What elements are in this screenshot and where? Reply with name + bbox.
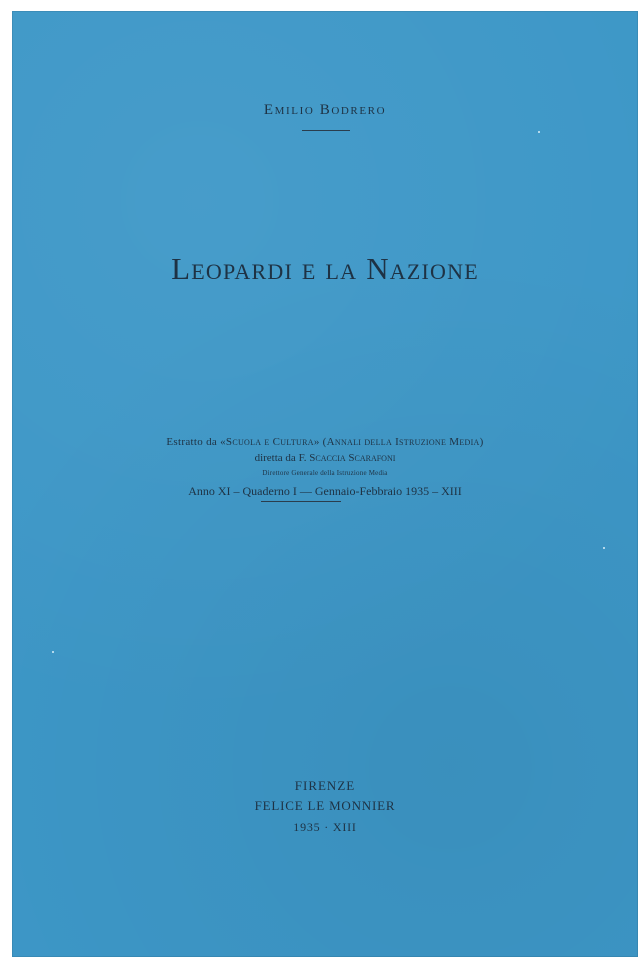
source-suffix: ) xyxy=(479,436,484,448)
source-prefix: Estratto da « xyxy=(166,436,226,448)
author-divider xyxy=(302,130,350,131)
book-cover xyxy=(12,11,638,957)
book-title: Leopardi e la Nazione xyxy=(171,251,479,286)
publisher-name: FELICE LE MONNIER xyxy=(254,798,396,813)
source-line-editor xyxy=(12,452,638,464)
source-line-extract xyxy=(12,436,638,448)
publisher-city: FIRENZE xyxy=(294,778,356,793)
author-name: Emilio Bodrero xyxy=(263,102,387,118)
paper-speck xyxy=(538,131,540,133)
paper-speck xyxy=(52,651,54,653)
source-annals: Annali della Istruzione Media xyxy=(326,436,480,448)
issue-divider xyxy=(261,501,341,502)
source-journal: Scuola e Cultura xyxy=(225,436,314,448)
publication-year: 1935 · XIII xyxy=(293,820,357,834)
paper-speck xyxy=(603,547,605,549)
source-mid: » ( xyxy=(313,436,327,448)
editor-role: Direttore Generale della Istruzione Media xyxy=(262,469,388,477)
editor-prefix: diretta da xyxy=(254,452,299,464)
issue-info: Anno XI – Quaderno I — Gennaio-Febbraio 1935 – XIII xyxy=(188,484,462,498)
editor-name: F. Scaccia Scarafoni xyxy=(298,452,396,464)
